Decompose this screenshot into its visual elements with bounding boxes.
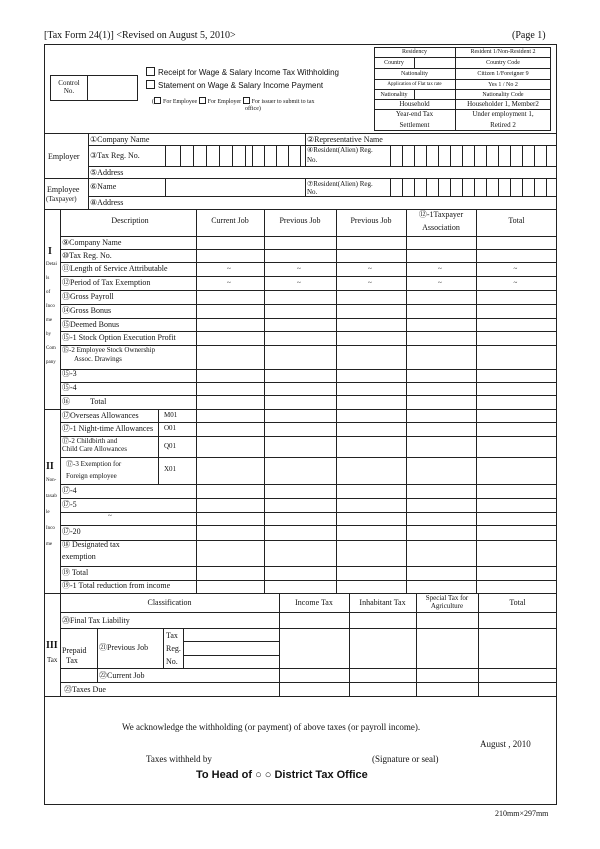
non-taxable-row-label: exemption — [62, 552, 96, 561]
previous-job-tax-label: ㉑Previous Job — [99, 643, 149, 652]
statement-checkbox[interactable] — [146, 80, 155, 89]
receipt-title[interactable]: Receipt for Wage & Salary Income Tax Withholding — [146, 67, 339, 77]
period-tilde: ~ — [513, 279, 518, 287]
statement-title[interactable]: Statement on Wage & Salary Income Payment — [146, 80, 323, 90]
side-label-word: Inco — [46, 526, 55, 531]
employee-address-label: ⑧Address — [90, 198, 124, 207]
row-ellipsis: ~ — [108, 512, 112, 520]
income-row-label: ⑭Gross Bonus — [62, 306, 112, 315]
inhabitant-tax-header: Inhabitant Tax — [359, 598, 406, 607]
side-label-word: of — [46, 290, 51, 295]
income-row-label: ⑩Tax Reg. No. — [62, 251, 112, 260]
non-taxable-row-label: ⑲-1 Total reduction from income — [62, 581, 171, 590]
income-row-label: ⑮Deemed Bonus — [62, 320, 120, 329]
company-name-label: ①Company Name — [90, 135, 150, 144]
income-row-label: ⑪Length of Service Attributable — [62, 264, 168, 273]
page-number: (Page 1) — [512, 30, 546, 41]
period-tilde: ~ — [297, 279, 301, 287]
employer-copy-checkbox[interactable] — [199, 97, 206, 104]
receipt-checkbox[interactable] — [146, 67, 155, 76]
non-taxable-row-label: ⑰Overseas Allowances — [62, 411, 139, 420]
side-label-word: Inco — [46, 304, 55, 309]
income-row-label: ⑫Period of Tax Exemption — [62, 278, 151, 287]
side-label-word: me — [46, 318, 53, 323]
tax-total-header: Total — [509, 598, 526, 607]
side-label-word: le — [46, 510, 50, 515]
income-row-label: ⑨Company Name — [62, 238, 122, 247]
income-code: M01 — [164, 411, 178, 419]
period-tilde: ~ — [368, 265, 372, 273]
tax-reg-no-label: ③Tax Reg. No. — [90, 151, 140, 160]
tax-office-heading: To Head of ○ ○ District Tax Office — [196, 769, 368, 781]
period-tilde: ~ — [297, 265, 301, 273]
non-taxable-row-label: Child Care Allowances — [62, 445, 127, 453]
period-tilde: ~ — [227, 279, 231, 287]
employer-label: Employer — [48, 152, 80, 161]
taxpayer-association-header: ⑫-1Taxpayer — [418, 210, 464, 219]
side-label-word: pany — [46, 360, 56, 365]
side-label-word: Com — [46, 346, 56, 351]
special-tax-header: Special Tax for — [425, 594, 469, 602]
previous-job-header-2: Previous Job — [350, 216, 392, 225]
income-row-label: ⑮-4 — [62, 383, 77, 392]
taxes-due-label: ㉓Taxes Due — [64, 685, 106, 694]
section-two-roman: II — [46, 461, 54, 472]
non-taxable-row-label: ⑰-20 — [62, 527, 81, 536]
non-taxable-row-label: ⑲ Total — [62, 568, 89, 577]
employee-resident-reg-label: ⑦Resident(Alien) Reg. — [307, 180, 373, 188]
side-label-word: me — [46, 542, 53, 547]
current-job-header: Current Job — [211, 216, 249, 225]
previous-job-header-1: Previous Job — [279, 216, 321, 225]
employee-label: Employee — [47, 185, 80, 194]
side-label-word: taxab — [46, 494, 57, 499]
final-tax-liability-label: ⑳Final Tax Liability — [62, 616, 130, 625]
total-header: Total — [508, 216, 525, 225]
non-taxable-row-label: ⑰-1 Night-time Allowances — [62, 424, 154, 433]
employee-name-label: ⑥Name — [90, 182, 117, 191]
income-code: X01 — [164, 465, 177, 473]
non-taxable-row-label: ⑱ Designated tax — [62, 540, 120, 549]
non-taxable-row-label: ⑰-5 — [62, 500, 77, 509]
classification-header: Classification — [147, 598, 192, 607]
employee-copy-checkbox[interactable] — [154, 97, 161, 104]
income-row-label: ⑬Gross Payroll — [62, 292, 114, 301]
section-three-roman: III — [46, 640, 58, 651]
copy-options-line2: office) — [245, 106, 261, 112]
copy-options: ( For Employee For Employer For issuer to submit to tax — [152, 99, 315, 105]
period-tilde: ~ — [368, 279, 372, 287]
issuer-copy-checkbox[interactable] — [243, 97, 250, 104]
income-tax-header: Income Tax — [295, 598, 333, 607]
prepaid-tax-label: Prepaid — [62, 646, 87, 655]
non-taxable-row-label: ⑰-2 Childbirth and — [62, 437, 118, 445]
income-code: Q01 — [164, 442, 177, 450]
employer-address-label: ⑤Address — [90, 168, 124, 177]
income-row-label: ⑮-1 Stock Option Execution Profit — [62, 333, 176, 342]
income-row-label: ⑮-3 — [62, 369, 77, 378]
income-row-label: ⑯ — [62, 397, 70, 406]
control-no-label: Control No. — [58, 79, 80, 95]
period-tilde: ~ — [438, 265, 442, 273]
side-label-word: Non- — [46, 478, 57, 483]
period-tilde: ~ — [438, 279, 442, 287]
non-taxable-row-label: ⑰-4 — [62, 486, 77, 495]
form-title: [Tax Form 24(1)] <Revised on August 5, 2010> — [44, 30, 236, 41]
acknowledgement-text: We acknowledge the withholding (or payment) of above taxes (or payroll income). — [122, 722, 421, 732]
side-label-word: Detai — [46, 262, 57, 267]
representative-name-label: ②Representative Name — [307, 135, 383, 144]
non-taxable-row-label: Foreign employee — [66, 472, 117, 480]
signature-field[interactable]: (Signature or seal) — [372, 754, 439, 764]
paper-size: 210mm×297mm — [495, 809, 549, 818]
date-field[interactable]: August , 2010 — [480, 739, 531, 749]
description-header: Description — [111, 216, 149, 225]
period-tilde: ~ — [227, 265, 231, 273]
income-code: O01 — [164, 424, 177, 432]
income-row-label: ⑮-2 Employee Stock Ownership — [62, 346, 156, 354]
current-job-tax-label: ㉒Current Job — [99, 671, 145, 680]
employer-resident-reg-label: ④Resident(Alien) Reg. — [307, 146, 373, 154]
income-row-label: Assoc. Drawings — [74, 355, 122, 363]
period-tilde: ~ — [513, 265, 518, 273]
side-label-word: by — [46, 332, 51, 337]
non-taxable-row-label: ⑰-3 Exemption for — [66, 460, 122, 468]
income-row-label: Total — [90, 397, 107, 406]
withheld-by-label: Taxes withheld by — [146, 754, 212, 764]
section-one-roman: I — [48, 246, 52, 257]
side-label-word: ls — [46, 276, 50, 281]
